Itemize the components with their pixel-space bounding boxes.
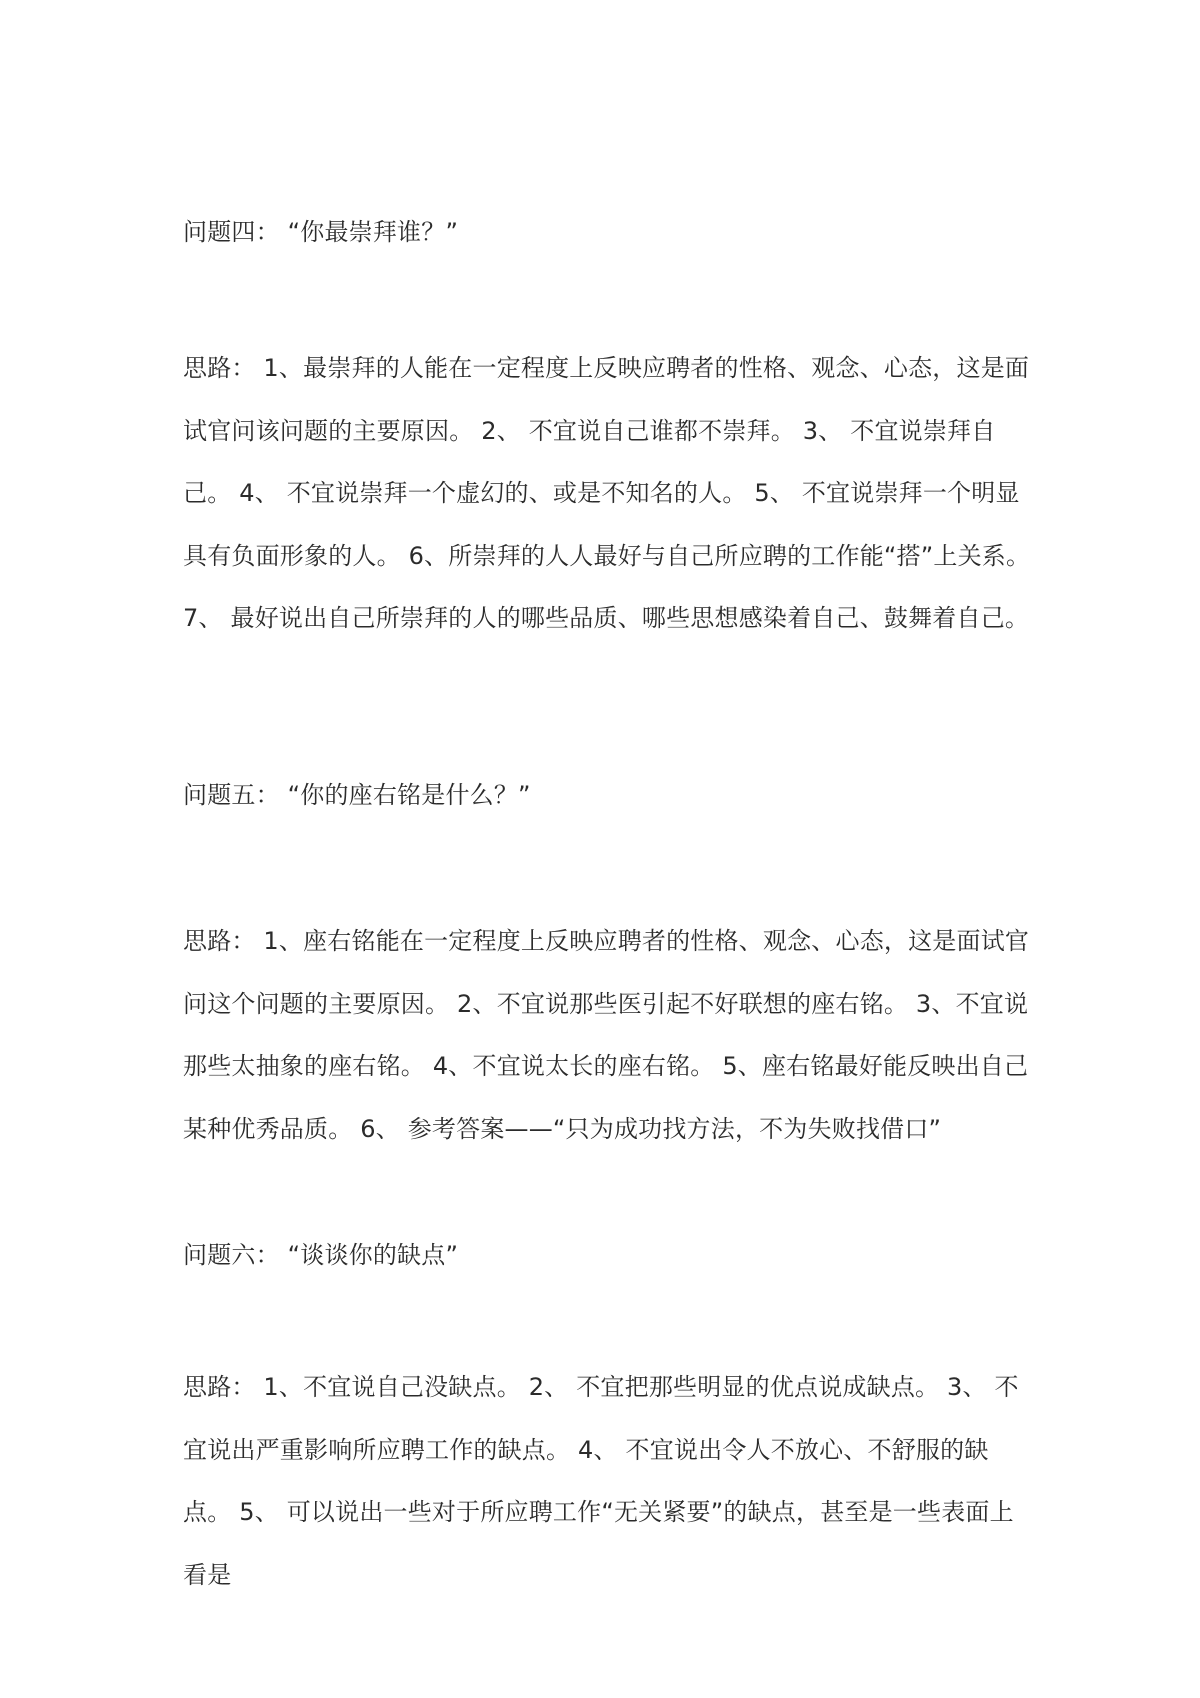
question-six-answer: 思路： 1、不宜说自己没缺点。 2、 不宜把那些明显的优点说成缺点。 3、 不宜说出严重影响所应聘工作的缺点。 4、 不宜说出令人不放心、不舒服的缺点。 5、 可以说出一些对于所应聘工作“无关紧要”的缺点，甚至是一些表面上看是 — [183, 1373, 1019, 1589]
question-five-heading: 问题五： “你的座右铭是什么？” — [183, 781, 531, 809]
question-four-heading: 问题四： “你最崇拜谁？” — [183, 218, 459, 246]
question-five-answer: 思路： 1、座右铭能在一定程度上反映应聘者的性格、观念、心态，这是面试官问这个问题的主要原因。 2、不宜说那些医引起不好联想的座右铭。 3、不宜说那些太抽象的座右铭。 4、不宜说太长的座右铭。 5、座右铭最好能反映出自己某种优秀品质。 6、 参考答案——“只为成功找方法，不为失败找借口” — [183, 927, 1030, 1143]
question-four-answer: 思路： 1、最崇拜的人能在一定程度上反映应聘者的性格、观念、心态，这是面试官问该问题的主要原因。 2、 不宜说自己谁都不崇拜。 3、 不宜说崇拜自己。 4、 不宜说崇拜一个虚幻的、或是不知名的人。 5、 不宜说崇拜一个明显具有负面形象的人。 6、所崇拜的人人最好与自己所应聘的工作能“搭”上关系。 7、 最好说出自己所崇拜的人的哪些品质、哪些思想感染着自己、鼓舞着自己。 — [183, 354, 1031, 632]
question-six-heading: 问题六： “谈谈你的缺点” — [183, 1241, 459, 1269]
